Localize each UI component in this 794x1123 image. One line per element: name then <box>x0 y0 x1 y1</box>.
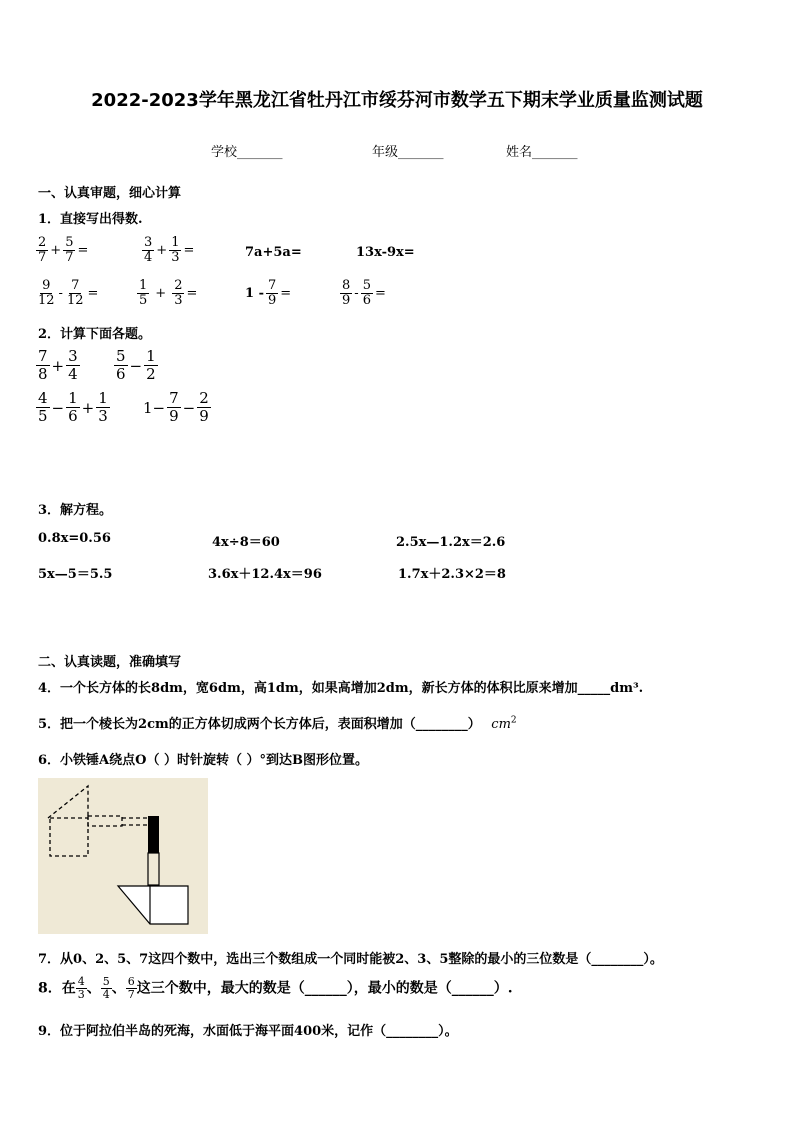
rotation-figure <box>38 778 208 934</box>
q1-r1-c: 7a+5a= <box>245 245 302 260</box>
q7-text: 7．从0、2、5、7这四个数中，选出三个数组成一个同时能被2、3、5整除的最小的三位数是（________）。 <box>38 952 663 967</box>
q2-label: 2．计算下面各题。 <box>38 327 152 342</box>
q1-r1-b: $\frac{3}{4}$ + $\frac{1}{3}$ = <box>144 235 195 265</box>
q9-text: 9．位于阿拉伯半岛的死海，水面低于海平面400米，记作（________）。 <box>38 1024 458 1039</box>
q2-e3: $\frac{4}{5}$ − $\frac{1}{6}$ + $\frac{1}{3}$ <box>38 389 108 425</box>
q6-text: 6．小铁锤A绕点O（ ）时针旋转（ ）°到达B图形位置。 <box>38 753 368 768</box>
q3-eq6: 1.7x＋2.3×2＝8 <box>398 567 506 582</box>
section2-heading: 二、认真读题，准确填写 <box>38 655 182 670</box>
q3-eq5: 3.6x＋12.4x＝96 <box>208 567 322 582</box>
page-title: 2022-2023学年黑龙江省牡丹江市绥芬河市数学五下期末学业质量监测试题 <box>91 90 703 111</box>
q1-r1-d: 13x-9x= <box>356 245 415 260</box>
q2-e1: $\frac{7}{8}$ + $\frac{3}{4}$ <box>38 347 78 383</box>
q8-text: 8．在 $\frac{4}{3}$ 、 $\frac{5}{4}$ 、 $\frac{6}{7}$ 这三个数中，最大的数是（______），最小的数是（______）. <box>38 975 513 1001</box>
q1-r2-c: 1 - $\frac{7}{9}$ = <box>245 278 292 308</box>
hammer-diagram <box>38 778 208 934</box>
q1-r2-a: $\frac{9}{12}$ - $\frac{7}{12}$ = <box>38 278 99 308</box>
q5-text: 5．把一个棱长为2cm的正方体切成两个长方体后，表面积增加（________） $cm^2$ <box>38 715 517 732</box>
q1-r1-a: $\frac{2}{7}$ + $\frac{5}{7}$ = <box>38 235 89 265</box>
q3-eq1: 0.8x=0.56 <box>38 531 111 546</box>
q2-e2: $\frac{5}{6}$ − $\frac{1}{2}$ <box>116 347 156 383</box>
section1-heading: 一、认真审题，细心计算 <box>38 186 182 201</box>
q1-label: 1．直接写出得数. <box>38 212 143 227</box>
q4-text: 4．一个长方体的长8dm，宽6dm，高1dm，如果高增加2dm，新长方体的体积比原来增加_____dm³. <box>38 681 644 696</box>
q3-eq2: 4x÷8＝60 <box>212 535 280 550</box>
q3-eq4: 5x—5＝5.5 <box>38 567 113 582</box>
q1-r2-d: $\frac{8}{9}$ - $\frac{5}{6}$ = <box>342 278 386 308</box>
q2-e4: 1− $\frac{7}{9}$ − $\frac{2}{9}$ <box>143 389 209 425</box>
grade-field: 年级_______ <box>372 145 444 160</box>
q3-eq3: 2.5x—1.2x＝2.6 <box>396 535 506 550</box>
school-field: 学校_______ <box>211 145 283 160</box>
name-field: 姓名_______ <box>506 145 578 160</box>
q3-label: 3．解方程。 <box>38 503 113 518</box>
q1-r2-b: $\frac{1}{5}$ + $\frac{2}{3}$ = <box>139 278 198 308</box>
